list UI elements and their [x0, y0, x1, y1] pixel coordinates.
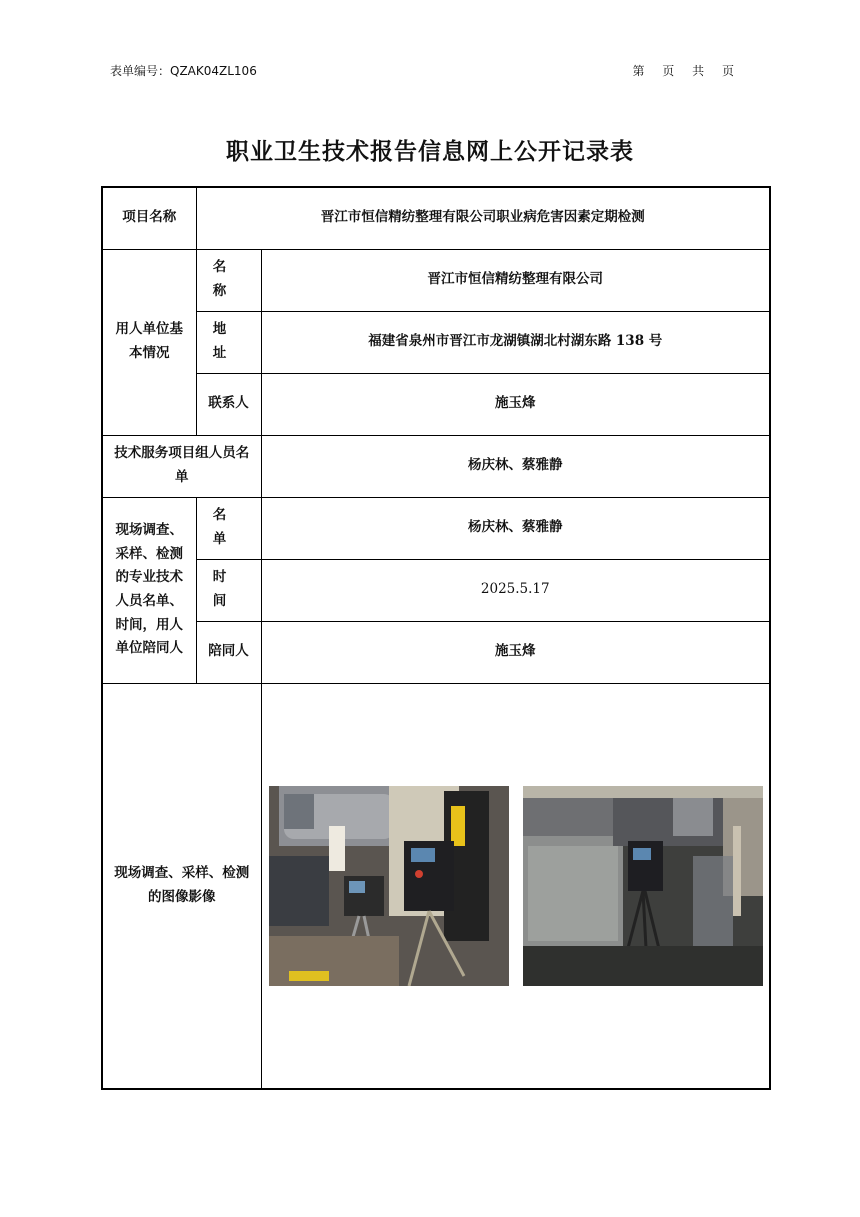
site-photo-2 — [523, 786, 763, 986]
employer-group-label: 用人单位基本情况 — [102, 249, 196, 435]
images-label: 现场调查、采样、检测的图像影像 — [102, 683, 261, 1089]
site-photo-1 — [269, 786, 509, 986]
page-gong: 共 — [692, 64, 705, 78]
images-cell — [261, 683, 770, 1089]
table-row — [102, 621, 770, 683]
table-row — [102, 559, 770, 621]
survey-group-label: 现场调查、采样、检测的专业技术人员名单、时间，用人单位陪同人 — [102, 497, 196, 683]
project-value: 晋江市恒信精纺整理有限公司职业病危害因素定期检测 — [196, 187, 770, 249]
page-di: 第 — [632, 64, 645, 78]
survey-escort-value: 施玉烽 — [261, 621, 770, 683]
table-row — [102, 435, 770, 497]
table-row — [102, 497, 770, 559]
employer-name-label: 名 称 — [196, 249, 261, 311]
record-table — [101, 186, 771, 1090]
page-indicator — [618, 62, 734, 79]
project-label: 项目名称 — [102, 187, 196, 249]
site-photo-2-image — [523, 786, 763, 986]
survey-time-value: 2025.5.17 — [261, 559, 770, 621]
employer-contact-label: 联系人 — [196, 373, 261, 435]
table-row — [102, 249, 770, 311]
employer-address-value: 福建省泉州市晋江市龙湖镇湖北村湖东路 138 号 — [261, 311, 770, 373]
site-photo-1-image — [269, 786, 509, 986]
survey-names-label: 名 单 — [196, 497, 261, 559]
employer-name-value: 晋江市恒信精纺整理有限公司 — [261, 249, 770, 311]
page-ye-2: 页 — [721, 64, 734, 78]
table-row — [102, 683, 770, 1089]
photo-row — [262, 786, 770, 986]
page-title: 职业卫生技术报告信息网上公开记录表 — [226, 139, 634, 165]
table-row — [102, 373, 770, 435]
survey-names-value: 杨庆林、蔡雅静 — [261, 497, 770, 559]
table-row — [102, 311, 770, 373]
survey-time-label: 时 间 — [196, 559, 261, 621]
survey-escort-label: 陪同人 — [196, 621, 261, 683]
table-row — [102, 187, 770, 249]
form-number: 表单编号：QZAK04ZL106 — [110, 64, 257, 78]
employer-address-label: 地 址 — [196, 311, 261, 373]
employer-contact-value: 施玉烽 — [261, 373, 770, 435]
page-ye: 页 — [662, 64, 675, 78]
team-label: 技术服务项目组人员名单 — [102, 435, 261, 497]
team-value: 杨庆林、蔡雅静 — [261, 435, 770, 497]
